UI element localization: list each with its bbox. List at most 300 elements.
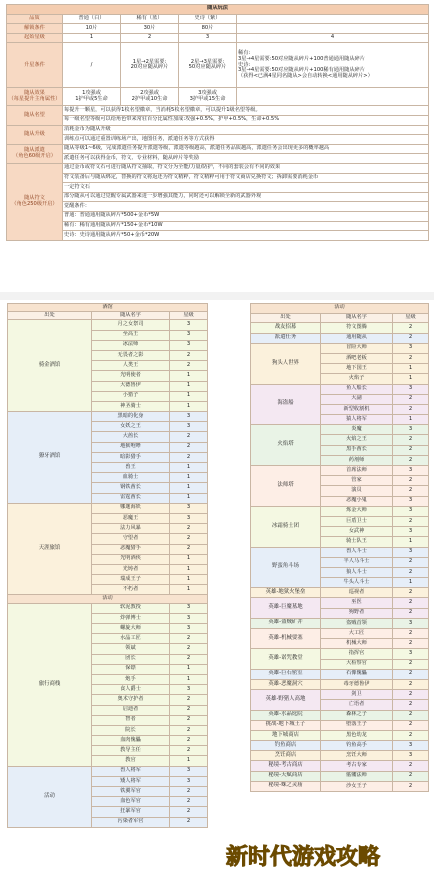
column-header: 星级 bbox=[393, 313, 429, 323]
source-cell: 狗头人世界 bbox=[251, 343, 321, 384]
table-row bbox=[251, 588, 429, 598]
star-level: 2 bbox=[170, 452, 208, 462]
table-row bbox=[251, 710, 429, 720]
table-row bbox=[251, 598, 429, 608]
table-row bbox=[251, 761, 429, 771]
table-row bbox=[8, 412, 208, 422]
star-level: 2 bbox=[393, 608, 429, 618]
star-level: 1 bbox=[393, 537, 429, 547]
companion-name: 恶魔猎手 bbox=[92, 544, 170, 554]
companion-name: 保镖 bbox=[92, 664, 170, 674]
unlock-label: 解锁条件 bbox=[7, 24, 63, 34]
companion-name: 矮人将军 bbox=[92, 776, 170, 786]
effect-common: 1攻强或 1护甲或5生命 bbox=[63, 88, 121, 106]
dispatch-label: 随从派遣 （角色60级开启） bbox=[7, 144, 63, 163]
star-level: 2 bbox=[393, 629, 429, 639]
companion-name: 大副 bbox=[321, 394, 393, 404]
source-cell: 火焰塔 bbox=[251, 425, 321, 466]
star-level: 2 bbox=[170, 644, 208, 654]
companion-name: 地狱咆哮 bbox=[92, 442, 170, 452]
companion-name: 水晶工匠 bbox=[92, 634, 170, 644]
star-level: 2 bbox=[170, 817, 208, 827]
star-level: 3 bbox=[393, 741, 429, 751]
companion-name: 人类王 bbox=[92, 361, 170, 371]
companion-name: 兽人斗士 bbox=[321, 547, 393, 557]
companion-name: 螺旋大师 bbox=[92, 624, 170, 634]
group-title: 酒馆 bbox=[8, 304, 208, 312]
source-cell: 秘境-蛛之灵庙 bbox=[251, 781, 321, 791]
star-level: 2 bbox=[393, 710, 429, 720]
companion-name: 钓鱼高手 bbox=[321, 741, 393, 751]
table-row bbox=[251, 781, 429, 791]
source-cell: 英雄-盗贼矿井 bbox=[251, 618, 321, 628]
companion-name: 烹饪大师 bbox=[321, 751, 393, 761]
companion-name: 毒牙德鲁伊 bbox=[321, 679, 393, 689]
star-level: 2 bbox=[170, 350, 208, 360]
rune-line: 稀有：稀有通用随从碎片*150+金币*10W bbox=[63, 221, 429, 231]
source-cell: 法师塔 bbox=[251, 466, 321, 507]
table-row bbox=[251, 343, 429, 353]
star-level: 2 bbox=[393, 761, 429, 771]
companion-name: 盗贼首领 bbox=[321, 618, 393, 628]
column-header: 随从名字 bbox=[92, 312, 170, 320]
companion-name: 首席法师 bbox=[321, 466, 393, 476]
companion-name: 不朽者 bbox=[92, 585, 170, 595]
source-cell: 英雄-地狱火堡垒 bbox=[251, 588, 321, 598]
unlock-rare: 30片 bbox=[121, 24, 179, 34]
companion-name: 神圣骑士 bbox=[92, 401, 170, 411]
level-label: 随从升级 bbox=[7, 125, 63, 144]
companion-name: 智者 bbox=[92, 715, 170, 725]
star-level: 2 bbox=[170, 534, 208, 544]
companion-name: 兽人将军 bbox=[92, 766, 170, 776]
companion-name: 炸弹博士 bbox=[92, 613, 170, 623]
star-level: 3 bbox=[393, 466, 429, 476]
empty-cell bbox=[237, 88, 429, 106]
companion-name: 猿人将军 bbox=[321, 415, 393, 425]
star-level: 2 bbox=[393, 588, 429, 598]
source-cell: 天涯旅馆 bbox=[8, 503, 92, 595]
table-row bbox=[251, 720, 429, 730]
companion-name: 守望者 bbox=[92, 534, 170, 544]
companion-name: 院长 bbox=[92, 725, 170, 735]
star-level: 2 bbox=[393, 781, 429, 791]
source-cell: 旅行商栈 bbox=[8, 603, 92, 766]
star-level: 2 bbox=[393, 516, 429, 526]
star-level: 2 bbox=[393, 445, 429, 455]
star-level: 1 bbox=[170, 493, 208, 503]
star-level: 3 bbox=[170, 422, 208, 432]
fame-line: 每一级名望等级可以给角色带来常驻百分比属性加成:攻强+0.5%，护甲+0.5%，生命+0.5% bbox=[63, 115, 429, 125]
star-level: 1 bbox=[170, 554, 208, 564]
star-level: 2 bbox=[393, 659, 429, 669]
star-level: 1 bbox=[170, 381, 208, 391]
source-cell: 冰霜骑士团 bbox=[251, 506, 321, 547]
companion-name: 冒险大师 bbox=[321, 343, 393, 353]
companion-name: 启迪者 bbox=[92, 705, 170, 715]
companion-name: 教导主任 bbox=[92, 746, 170, 756]
section-divider bbox=[0, 292, 434, 300]
star-level: 2 bbox=[170, 746, 208, 756]
star-level: 2 bbox=[393, 669, 429, 679]
companion-name: 骑士队王 bbox=[321, 537, 393, 547]
companion-name: 半人马斗士 bbox=[321, 557, 393, 567]
companion-name: 亡语者 bbox=[321, 700, 393, 710]
star-level: 1 bbox=[170, 664, 208, 674]
companion-name: 污染者军官 bbox=[92, 817, 170, 827]
source-cell: 獠牙酒馆 bbox=[8, 412, 92, 504]
table-row bbox=[251, 506, 429, 516]
star-level: 1 bbox=[170, 463, 208, 473]
table-row bbox=[251, 547, 429, 557]
star-level: 3 bbox=[170, 766, 208, 776]
companion-name: 暗影猎手 bbox=[92, 452, 170, 462]
companion-name: 牛头人斗士 bbox=[321, 578, 393, 588]
companion-name: 女武神 bbox=[321, 527, 393, 537]
star-level: 2 bbox=[393, 476, 429, 486]
star-level: 1 bbox=[393, 578, 429, 588]
companion-name: 火焰子 bbox=[321, 374, 393, 384]
companion-name: 狂暴军官 bbox=[92, 807, 170, 817]
companion-name: 光明酒侠 bbox=[92, 554, 170, 564]
star-level: 1 bbox=[393, 415, 429, 425]
star-level: 3 bbox=[170, 412, 208, 422]
companion-name: 娜迦海妖 bbox=[92, 503, 170, 513]
site-watermark: 新时代游戏攻略 bbox=[226, 845, 381, 870]
column-header: 出处 bbox=[8, 312, 92, 320]
column-header: 随从名字 bbox=[321, 313, 393, 323]
companion-name: 骷髅法师 bbox=[321, 771, 393, 781]
table-row bbox=[251, 323, 429, 333]
star-level: 2 bbox=[393, 720, 429, 730]
source-cell: 英雄-水晶庭院 bbox=[251, 710, 321, 720]
quality-rare: 稀有（蓝） bbox=[121, 14, 179, 24]
star-level: 2 bbox=[393, 455, 429, 465]
star-level: 3 bbox=[170, 320, 208, 330]
companion-name: 无畏者之影 bbox=[92, 350, 170, 360]
source-cell: 野蛮角斗场 bbox=[251, 547, 321, 588]
star-level: 2 bbox=[393, 486, 429, 496]
star-level: 2 bbox=[170, 787, 208, 797]
companion-name: 通用随从 bbox=[321, 333, 393, 343]
star-level: 3 bbox=[170, 624, 208, 634]
table-row bbox=[251, 730, 429, 740]
empty-cell bbox=[237, 24, 429, 34]
star-level: 1 bbox=[170, 756, 208, 766]
companion-name: 机械大师 bbox=[321, 639, 393, 649]
dispatch-line: 派遣任务可以获得金币，符文、专业材料，随从碎片等奖励 bbox=[63, 154, 429, 164]
companion-name: 女妖之王 bbox=[92, 422, 170, 432]
column-header: 出处 bbox=[251, 313, 321, 323]
star-level: 2 bbox=[170, 544, 208, 554]
table-row bbox=[251, 425, 429, 435]
companion-name: 炼金大师 bbox=[321, 506, 393, 516]
level-line: 训练点可以通过重置训练场产出，地图任务，派遣任务等方式获得 bbox=[63, 135, 429, 145]
companion-name: 狼人斗士 bbox=[321, 567, 393, 577]
quality-label: 品质 bbox=[7, 14, 63, 24]
star-level: 3 bbox=[393, 425, 429, 435]
companion-name: 至高王 bbox=[92, 330, 170, 340]
fame-label: 随从名望 bbox=[7, 106, 63, 125]
companion-name: 黑暗的化身 bbox=[92, 412, 170, 422]
star-level: 2 bbox=[393, 435, 429, 445]
table-row bbox=[251, 618, 429, 628]
companion-name: 黑手酋长 bbox=[321, 445, 393, 455]
upgrade-rare: 1星→2星需要: 20对应随从碎片 bbox=[121, 43, 179, 88]
companion-name: 狗野者 bbox=[321, 608, 393, 618]
table-row bbox=[251, 669, 429, 679]
table-row bbox=[251, 690, 429, 700]
companion-name: 大酋长 bbox=[92, 432, 170, 442]
companion-name: 炎魔 bbox=[321, 425, 393, 435]
star-level: 2 bbox=[170, 524, 208, 534]
table-row bbox=[251, 751, 429, 761]
star-label: 起始星级 bbox=[7, 33, 63, 43]
star-level: 2 bbox=[170, 797, 208, 807]
star-level: 3 bbox=[170, 330, 208, 340]
table-row bbox=[251, 629, 429, 639]
companion-name: 酒吧老板 bbox=[321, 353, 393, 363]
rune-line: 一定符文石 bbox=[63, 183, 429, 193]
companion-name: 奥术守护者 bbox=[92, 695, 170, 705]
table-row bbox=[251, 649, 429, 659]
star-level: 2 bbox=[170, 634, 208, 644]
companion-name: 钢铁酋长 bbox=[92, 483, 170, 493]
star-level: 2 bbox=[170, 705, 208, 715]
companion-name: 冰法师 bbox=[92, 340, 170, 350]
star-level: 1 bbox=[170, 391, 208, 401]
star-level: 2 bbox=[393, 639, 429, 649]
star-level: 3 bbox=[170, 685, 208, 695]
companion-name: 光明使者 bbox=[92, 371, 170, 381]
star-level: 1 bbox=[170, 575, 208, 585]
star-level: 1 bbox=[170, 674, 208, 684]
companion-name: 恶魔王 bbox=[92, 513, 170, 523]
source-cell: 秘境-考古商店 bbox=[251, 761, 321, 771]
star-level: 2 bbox=[393, 404, 429, 414]
star-level: 2 bbox=[393, 353, 429, 363]
source-cell: 秘境-天赋商店 bbox=[251, 771, 321, 781]
star-level: 1 bbox=[170, 371, 208, 381]
quality-epic: 史诗（紫） bbox=[179, 14, 237, 24]
star-level: 2 bbox=[393, 567, 429, 577]
companion-name: 黑色幼龙 bbox=[321, 730, 393, 740]
star-level: 1 bbox=[170, 401, 208, 411]
companion-name: 火焰之王 bbox=[321, 435, 393, 445]
star-level: 2 bbox=[393, 690, 429, 700]
rune-line: 部分随从可以通过觉醒专属武器来进一步增强其能力，同时还可以解锁全新的武器外观 bbox=[63, 192, 429, 202]
companion-name: 药剂师 bbox=[321, 455, 393, 465]
source-cell: 挑战-地下城王子 bbox=[251, 720, 321, 730]
star-level: 3 bbox=[393, 751, 429, 761]
star-level: 3 bbox=[393, 649, 429, 659]
level-line: 消耗金币为随从升级 bbox=[63, 125, 429, 135]
companion-name: 血骑士 bbox=[92, 473, 170, 483]
source-cell: 英雄-诺咒教堂 bbox=[251, 649, 321, 669]
star-level: 3 bbox=[393, 343, 429, 353]
star-epic: 3 bbox=[179, 33, 237, 43]
table-row bbox=[8, 766, 208, 776]
unlock-epic: 80片 bbox=[179, 24, 237, 34]
companion-name: 堕落王子 bbox=[321, 720, 393, 730]
source-cell: 英雄-机械要塞 bbox=[251, 629, 321, 649]
source-cell: 海盗船 bbox=[251, 384, 321, 425]
source-cell: 英雄-恶魔洞穴 bbox=[251, 679, 321, 689]
source-cell: 地下城商店 bbox=[251, 730, 321, 740]
star-level: 2 bbox=[170, 695, 208, 705]
companion-name: 剑卫 bbox=[321, 690, 393, 700]
companion-name: 石像傀儡 bbox=[321, 669, 393, 679]
source-cell: 活动 bbox=[8, 766, 92, 827]
source-cell: 派遣任务 bbox=[251, 333, 321, 343]
table-row bbox=[8, 503, 208, 513]
companion-name: 瑞成王子 bbox=[92, 575, 170, 585]
star-level: 3 bbox=[170, 340, 208, 350]
upgrade-max: 稀有: 3星→4星需要:50对应随从碎片+100普通通用随从碎片 史诗: 3星→4星需要:50对应随从碎片+100稀有通用随从碎片 （获得<已满4星同名随从>会自动转换<通用随从碎片>） bbox=[237, 43, 429, 88]
star-level: 3 bbox=[393, 547, 429, 557]
companion-name: 大检察官 bbox=[321, 659, 393, 669]
companion-name: 小猎子 bbox=[92, 391, 170, 401]
companion-name: 法力风暴 bbox=[92, 524, 170, 534]
star-level: 2 bbox=[393, 679, 429, 689]
companion-name: 教官 bbox=[92, 756, 170, 766]
star-level: 1 bbox=[393, 374, 429, 384]
star-level: 2 bbox=[170, 361, 208, 371]
star-level: 3 bbox=[393, 384, 429, 394]
star-level: 2 bbox=[393, 700, 429, 710]
companion-name: 大德鲁伊 bbox=[92, 381, 170, 391]
companion-name: 铁翼军官 bbox=[92, 787, 170, 797]
companion-name: 兽王 bbox=[92, 463, 170, 473]
star-level: 2 bbox=[393, 771, 429, 781]
star-level: 3 bbox=[170, 613, 208, 623]
upgrade-label: 升星条件 bbox=[7, 43, 63, 88]
left-companion-table bbox=[7, 303, 208, 828]
star-level: 1 bbox=[170, 483, 208, 493]
star-max: 4 bbox=[237, 33, 429, 43]
source-cell: 英雄-巨石密室 bbox=[251, 669, 321, 679]
star-level: 3 bbox=[393, 496, 429, 506]
star-level: 3 bbox=[393, 506, 429, 516]
effect-label: 随从效果 （每星提升主角属性） bbox=[7, 88, 63, 106]
source-cell: 英雄-野猪人高地 bbox=[251, 690, 321, 710]
group-title: 活动 bbox=[8, 595, 208, 603]
companion-name: 巫医 bbox=[321, 598, 393, 608]
star-level: 2 bbox=[393, 730, 429, 740]
source-cell: 烹饪商店 bbox=[251, 751, 321, 761]
star-level: 2 bbox=[393, 323, 429, 333]
star-level: 1 bbox=[170, 564, 208, 574]
companion-name: 符文图腾 bbox=[321, 323, 393, 333]
unlock-common: 10片 bbox=[63, 24, 121, 34]
rune-label: 随从符文 （角色250级开启） bbox=[7, 163, 63, 240]
star-level: 2 bbox=[170, 442, 208, 452]
companion-name: 光铸者 bbox=[92, 564, 170, 574]
star-level: 3 bbox=[170, 513, 208, 523]
upgrade-common: / bbox=[63, 43, 121, 88]
column-header: 星级 bbox=[170, 312, 208, 320]
companion-name: 大工匠 bbox=[321, 629, 393, 639]
companion-name: 雷霆酋长 bbox=[92, 493, 170, 503]
star-level: 2 bbox=[393, 394, 429, 404]
star-level: 1 bbox=[170, 585, 208, 595]
companion-name: 地下国王 bbox=[321, 364, 393, 374]
empty-cell bbox=[237, 14, 429, 24]
companion-name: 月之女祭司 bbox=[92, 320, 170, 330]
fame-line: 每提升一颗星，可以获得1枚名望徽章，当消耗5枚名望徽章，可以提升1级名望等级。 bbox=[63, 106, 429, 116]
companion-rules-table bbox=[6, 4, 429, 241]
star-level: 2 bbox=[170, 725, 208, 735]
dispatch-line: 随从等级1~6级，完成派遣任务提升派遣等级，派遣等级越高，派遣任务品质越高，派遣任务会出现更多的概率越高 bbox=[63, 144, 429, 154]
quality-common: 普通（白） bbox=[63, 14, 121, 24]
companion-name: 巨盾卫士 bbox=[321, 516, 393, 526]
effect-rare: 2攻强或 2护甲或10生命 bbox=[121, 88, 179, 106]
companion-name: 食人爵士 bbox=[92, 685, 170, 695]
star-level: 3 bbox=[170, 776, 208, 786]
table-row bbox=[8, 320, 208, 330]
star-level: 2 bbox=[170, 654, 208, 664]
rune-line: 普通：普通通用随从碎片*500+金币*5W bbox=[63, 211, 429, 221]
companion-name: 团长 bbox=[92, 654, 170, 664]
group-title: 活动 bbox=[251, 304, 429, 314]
companion-name: 管家 bbox=[321, 476, 393, 486]
companion-name: 鱼人船长 bbox=[321, 384, 393, 394]
rune-line: 觉醒条件： bbox=[63, 202, 429, 212]
source-cell: 战友招募 bbox=[251, 323, 321, 333]
rune-line: 史诗：史诗通用随从碎片*50+金币*20W bbox=[63, 231, 429, 241]
star-level: 2 bbox=[170, 715, 208, 725]
star-level: 2 bbox=[393, 598, 429, 608]
table-row bbox=[251, 333, 429, 343]
table-row bbox=[251, 466, 429, 476]
companion-name: 考古专家 bbox=[321, 761, 393, 771]
star-level: 3 bbox=[170, 603, 208, 613]
star-level: 2 bbox=[393, 333, 429, 343]
table-row bbox=[251, 741, 429, 751]
star-level: 3 bbox=[170, 503, 208, 513]
table-row bbox=[8, 603, 208, 613]
star-level: 1 bbox=[393, 364, 429, 374]
star-level: 2 bbox=[170, 807, 208, 817]
source-cell: 钓鱼商店 bbox=[251, 741, 321, 751]
top-title: 随从玩法 bbox=[7, 5, 429, 15]
companion-name: 指挥官 bbox=[321, 649, 393, 659]
companion-name: 软泥教授 bbox=[92, 603, 170, 613]
companion-name: 巡视者 bbox=[321, 588, 393, 598]
companion-name: 血色军官 bbox=[92, 797, 170, 807]
source-cell: 英雄-巨魔墓地 bbox=[251, 598, 321, 618]
companion-name: 领斌 bbox=[92, 644, 170, 654]
table-row bbox=[251, 679, 429, 689]
upgrade-epic: 2星→3星需要: 50对应随从碎片 bbox=[179, 43, 237, 88]
right-companion-table bbox=[250, 303, 429, 792]
source-cell: 骑金酒馆 bbox=[8, 320, 92, 412]
companion-name: 炮手 bbox=[92, 674, 170, 684]
companion-name: 森林之子 bbox=[321, 710, 393, 720]
table-row bbox=[251, 384, 429, 394]
star-level: 2 bbox=[170, 432, 208, 442]
companion-name: 演员 bbox=[321, 486, 393, 496]
effect-epic: 3攻强或 3护甲或15生命 bbox=[179, 88, 237, 106]
companion-name: 恶魔小鬼 bbox=[321, 496, 393, 506]
star-level: 3 bbox=[393, 618, 429, 628]
star-common: 1 bbox=[63, 33, 121, 43]
companion-name: 血肉傀儡 bbox=[92, 736, 170, 746]
star-level: 2 bbox=[393, 557, 429, 567]
star-level: 1 bbox=[170, 473, 208, 483]
star-level: 2 bbox=[170, 736, 208, 746]
rune-line: 符文装备后与随从绑定，替换的符文将返还为符文精粹，符文精粹可用于符文商店兑换符文；拆卸需要消耗金币 bbox=[63, 173, 429, 183]
